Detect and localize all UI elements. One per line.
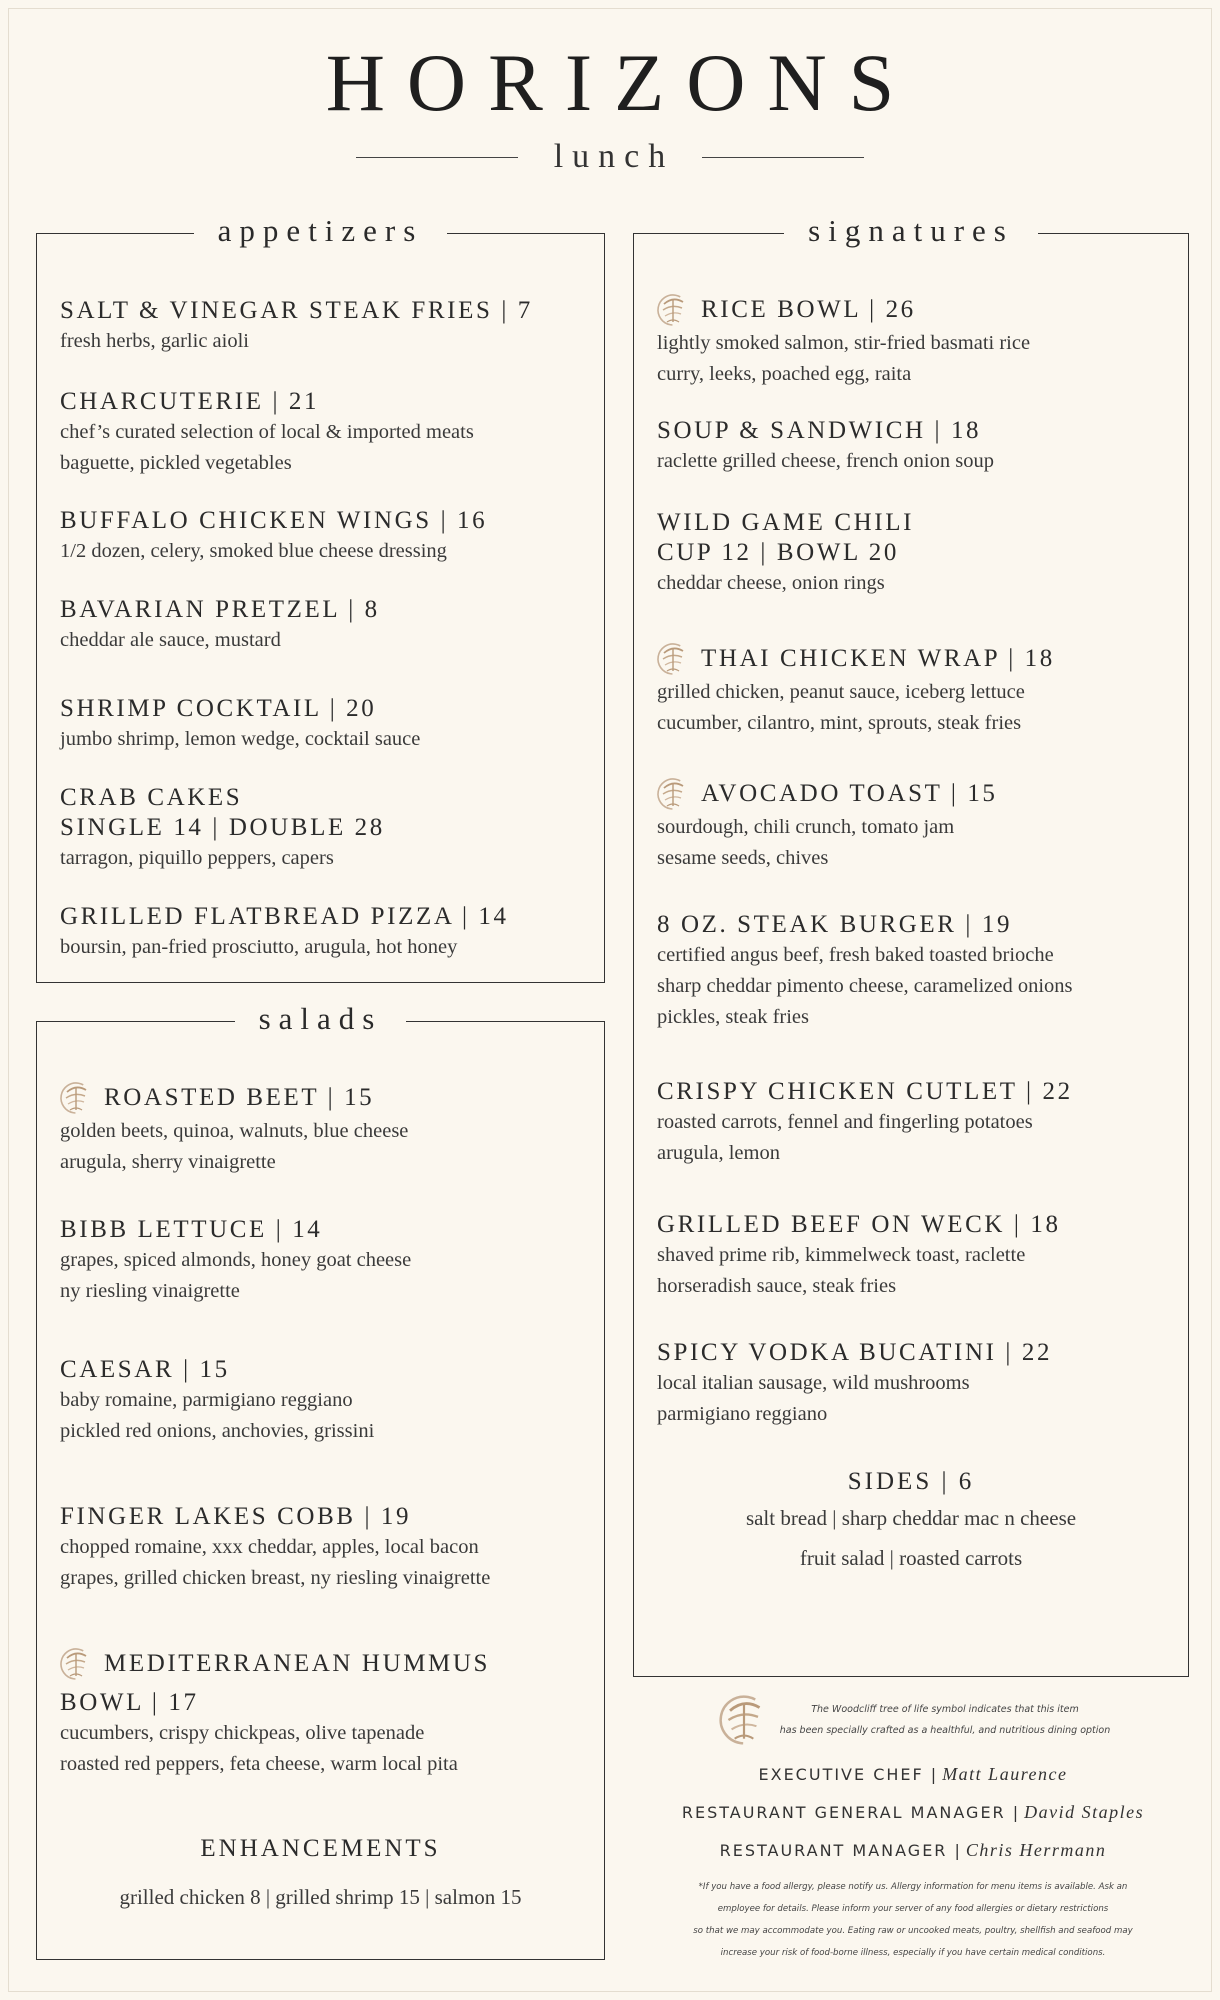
menu-item (37, 1646, 604, 1780)
menu-header (0, 38, 1220, 176)
allergy-notice (636, 1876, 1190, 1964)
menu-item (37, 1355, 604, 1447)
tree-of-life-icon (58, 1080, 94, 1116)
item-description: roasted carrots, fennel and fingerling potatoes (657, 1111, 1033, 1133)
item-name-text: CRISPY CHICKEN CUTLET | 22 (657, 1078, 1073, 1105)
symbol-note (780, 1699, 1110, 1741)
allergy-line-3: so that we may accommodate you. Eating raw or uncooked meats, poultry, shellfish and seafood may (693, 1926, 1133, 1936)
item-name-text: CRAB CAKES (60, 784, 243, 811)
item-description: curry, leeks, poached egg, raita (657, 363, 912, 385)
item-name (60, 1355, 604, 1385)
allergy-line-2: employee for details. Please inform your server of any food allergies or dietary restrictions (717, 1904, 1109, 1914)
item-name (60, 1215, 604, 1245)
item-name (60, 694, 604, 724)
menu-item (634, 1077, 1188, 1169)
item-name-text: RICE BOWL | 26 (701, 296, 916, 323)
item-description: chopped romaine, xxx cheddar, apples, local bacon (60, 1536, 479, 1558)
item-name-text: SHRIMP COCKTAIL | 20 (60, 695, 377, 722)
staff-restaurant-manager (636, 1832, 1190, 1870)
symbol-note-line-1: The Woodcliff tree of life symbol indicates that this item (811, 1704, 1079, 1715)
menu-item (37, 694, 604, 755)
menu-item (37, 902, 604, 963)
item-description: local italian sausage, wild mushrooms (657, 1372, 970, 1394)
item-name (60, 595, 604, 625)
item-description: pickled red onions, anchovies, grissini (60, 1420, 375, 1442)
enhancements-heading: ENHANCEMENTS (200, 1835, 441, 1862)
item-description: grilled chicken, peanut sauce, iceberg lettuce (657, 681, 1025, 703)
item-description: pickles, steak fries (657, 1006, 809, 1028)
item-name (60, 1502, 604, 1532)
staff-role: RESTAURANT MANAGER | (719, 1841, 962, 1860)
item-description: arugula, sherry vinaigrette (60, 1151, 276, 1173)
item-name-text: SALT & VINEGAR STEAK FRIES | 7 (60, 297, 533, 324)
staff-role: EXECUTIVE CHEF | (758, 1765, 939, 1784)
menu-item (37, 296, 604, 357)
salads-heading-wrap (37, 997, 604, 1041)
item-name-text: THAI CHICKEN WRAP | 18 (701, 645, 1055, 672)
menu-item (37, 1215, 604, 1307)
subtitle-row (0, 138, 1220, 176)
item-description: grapes, spiced almonds, honey goat cheese (60, 1249, 412, 1271)
enhancements-block (37, 1835, 604, 1917)
sides-line-1: salt bread | sharp cheddar mac n cheese (745, 1506, 1077, 1530)
item-description: jumbo shrimp, lemon wedge, cocktail sauce (60, 728, 421, 750)
item-name-text: AVOCADO TOAST | 15 (701, 780, 998, 807)
staff-executive-chef (636, 1756, 1190, 1794)
item-name-text: CHARCUTERIE | 21 (60, 388, 320, 415)
item-name (60, 902, 604, 932)
staff-name: Matt Laurence (942, 1764, 1068, 1784)
appetizers-heading: appetizers (194, 209, 448, 253)
item-name-text: 8 OZ. STEAK BURGER | 19 (657, 911, 1013, 938)
subtitle-rule-right (702, 157, 864, 158)
staff-name: Chris Herrmann (965, 1840, 1107, 1860)
item-name (657, 416, 1188, 446)
tree-of-life-icon (58, 1646, 94, 1682)
item-name (657, 508, 1188, 538)
menu-footer (636, 1692, 1190, 1964)
sides-heading: SIDES | 6 (847, 1468, 975, 1495)
tree-of-life-icon (655, 776, 691, 812)
item-name (657, 1077, 1188, 1107)
item-description: baguette, pickled vegetables (60, 452, 292, 474)
staff-name: David Staples (1024, 1802, 1145, 1822)
item-description: sesame seeds, chives (657, 847, 829, 869)
allergy-line-1: *If you have a food allergy, please notify us. Allergy information for menu items is available. Ask an (698, 1882, 1128, 1892)
item-name-line-2: SINGLE 14 | DOUBLE 28 (60, 814, 385, 841)
item-name-line-2: BOWL | 17 (60, 1689, 199, 1716)
item-description: chef’s curated selection of local & imported meats (60, 421, 474, 443)
item-description: baby romaine, parmigiano reggiano (60, 1389, 353, 1411)
item-description: horseradish sauce, steak fries (657, 1275, 897, 1297)
restaurant-title: HORIZONS (325, 37, 917, 128)
item-description: roasted red peppers, feta cheese, warm local pita (60, 1753, 458, 1775)
tree-of-life-icon (655, 292, 691, 328)
item-name-text: BIBB LETTUCE | 14 (60, 1216, 323, 1243)
signatures-heading-wrap (634, 209, 1188, 253)
signatures-section (633, 213, 1189, 1677)
item-description: sourdough, chili crunch, tomato jam (657, 816, 955, 838)
item-name-text: MEDITERRANEAN HUMMUS (104, 1650, 491, 1677)
item-name (657, 641, 1188, 677)
menu-item (37, 1502, 604, 1594)
item-description: sharp cheddar pimento cheese, caramelized onions (657, 975, 1073, 997)
menu-item (37, 506, 604, 567)
item-description: cucumbers, crispy chickpeas, olive tapenade (60, 1722, 425, 1744)
tree-of-life-icon (716, 1692, 772, 1748)
item-description: arugula, lemon (657, 1142, 780, 1164)
item-description: cucumber, cilantro, mint, sprouts, steak fries (657, 712, 1022, 734)
allergy-line-4: increase your risk of food-borne illness, especially if you have certain medical conditions. (720, 1948, 1106, 1958)
menu-item (37, 783, 604, 874)
item-name-text: FINGER LAKES COBB | 19 (60, 1503, 412, 1530)
menu-item (634, 1210, 1188, 1302)
item-name (60, 296, 604, 326)
item-description: certified angus beef, fresh baked toasted brioche (657, 944, 1054, 966)
item-name-text: GRILLED BEEF ON WECK | 18 (657, 1211, 1061, 1238)
item-description: 1/2 dozen, celery, smoked blue cheese dressing (60, 540, 447, 562)
symbol-note-row (636, 1692, 1190, 1748)
item-name-line-2: CUP 12 | BOWL 20 (657, 539, 899, 566)
item-name-text: SOUP & SANDWICH | 18 (657, 417, 982, 444)
item-name-text: SPICY VODKA BUCATINI | 22 (657, 1339, 1053, 1366)
item-name (657, 1338, 1188, 1368)
item-name (657, 1210, 1188, 1240)
item-description: fresh herbs, garlic aioli (60, 330, 249, 352)
item-name-text: WILD GAME CHILI (657, 509, 915, 536)
item-description: golden beets, quinoa, walnuts, blue cheese (60, 1120, 409, 1142)
item-description: shaved prime rib, kimmelweck toast, raclette (657, 1244, 1026, 1266)
item-name (60, 1646, 604, 1682)
appetizers-section (36, 213, 605, 983)
item-name (60, 783, 604, 813)
staff-general-manager (636, 1794, 1190, 1832)
item-name-text: BUFFALO CHICKEN WINGS | 16 (60, 507, 488, 534)
menu-item (634, 641, 1188, 739)
symbol-note-line-2: has been specially crafted as a healthful, and nutritious dining option (779, 1725, 1111, 1736)
staff-list (636, 1756, 1190, 1870)
item-name (657, 910, 1188, 940)
menu-item (634, 416, 1188, 477)
item-description: lightly smoked salmon, stir-fried basmati rice (657, 332, 1031, 354)
sides-line-2: fruit salad | roasted carrots (799, 1546, 1023, 1570)
item-name (657, 292, 1188, 328)
menu-item (634, 1338, 1188, 1430)
menu-item (634, 508, 1188, 599)
menu-item (37, 387, 604, 479)
item-name-text: ROASTED BEET | 15 (104, 1084, 375, 1111)
menu-item (634, 910, 1188, 1033)
salads-heading: salads (235, 997, 407, 1041)
item-name (60, 387, 604, 417)
menu-item (634, 292, 1188, 390)
item-name (657, 776, 1188, 812)
item-description: tarragon, piquillo peppers, capers (60, 847, 334, 869)
item-name-text: GRILLED FLATBREAD PIZZA | 14 (60, 903, 509, 930)
item-description: cheddar ale sauce, mustard (60, 629, 281, 651)
item-description: grapes, grilled chicken breast, ny riesling vinaigrette (60, 1567, 491, 1589)
item-description: ny riesling vinaigrette (60, 1280, 240, 1302)
item-name-text: BAVARIAN PRETZEL | 8 (60, 596, 380, 623)
tree-of-life-icon (655, 641, 691, 677)
menu-item (634, 776, 1188, 874)
item-name (60, 1080, 604, 1116)
appetizers-heading-wrap (37, 209, 604, 253)
item-description: parmigiano reggiano (657, 1403, 828, 1425)
menu-item (37, 1080, 604, 1178)
item-description: boursin, pan-fried prosciutto, arugula, hot honey (60, 936, 458, 958)
menu-item (37, 595, 604, 656)
signatures-heading: signatures (784, 209, 1038, 253)
subtitle-rule-left (356, 157, 518, 158)
item-description: raclette grilled cheese, french onion soup (657, 450, 994, 472)
staff-role: RESTAURANT GENERAL MANAGER | (681, 1803, 1021, 1822)
item-name-text: CAESAR | 15 (60, 1356, 230, 1383)
enhancements-list: grilled chicken 8 | grilled shrimp 15 | salmon 15 (119, 1885, 522, 1909)
menu-subtitle: lunch (553, 138, 675, 175)
sides-block (634, 1468, 1188, 1578)
item-description: cheddar cheese, onion rings (657, 572, 885, 594)
item-name (60, 506, 604, 536)
salads-section (36, 1001, 605, 1960)
